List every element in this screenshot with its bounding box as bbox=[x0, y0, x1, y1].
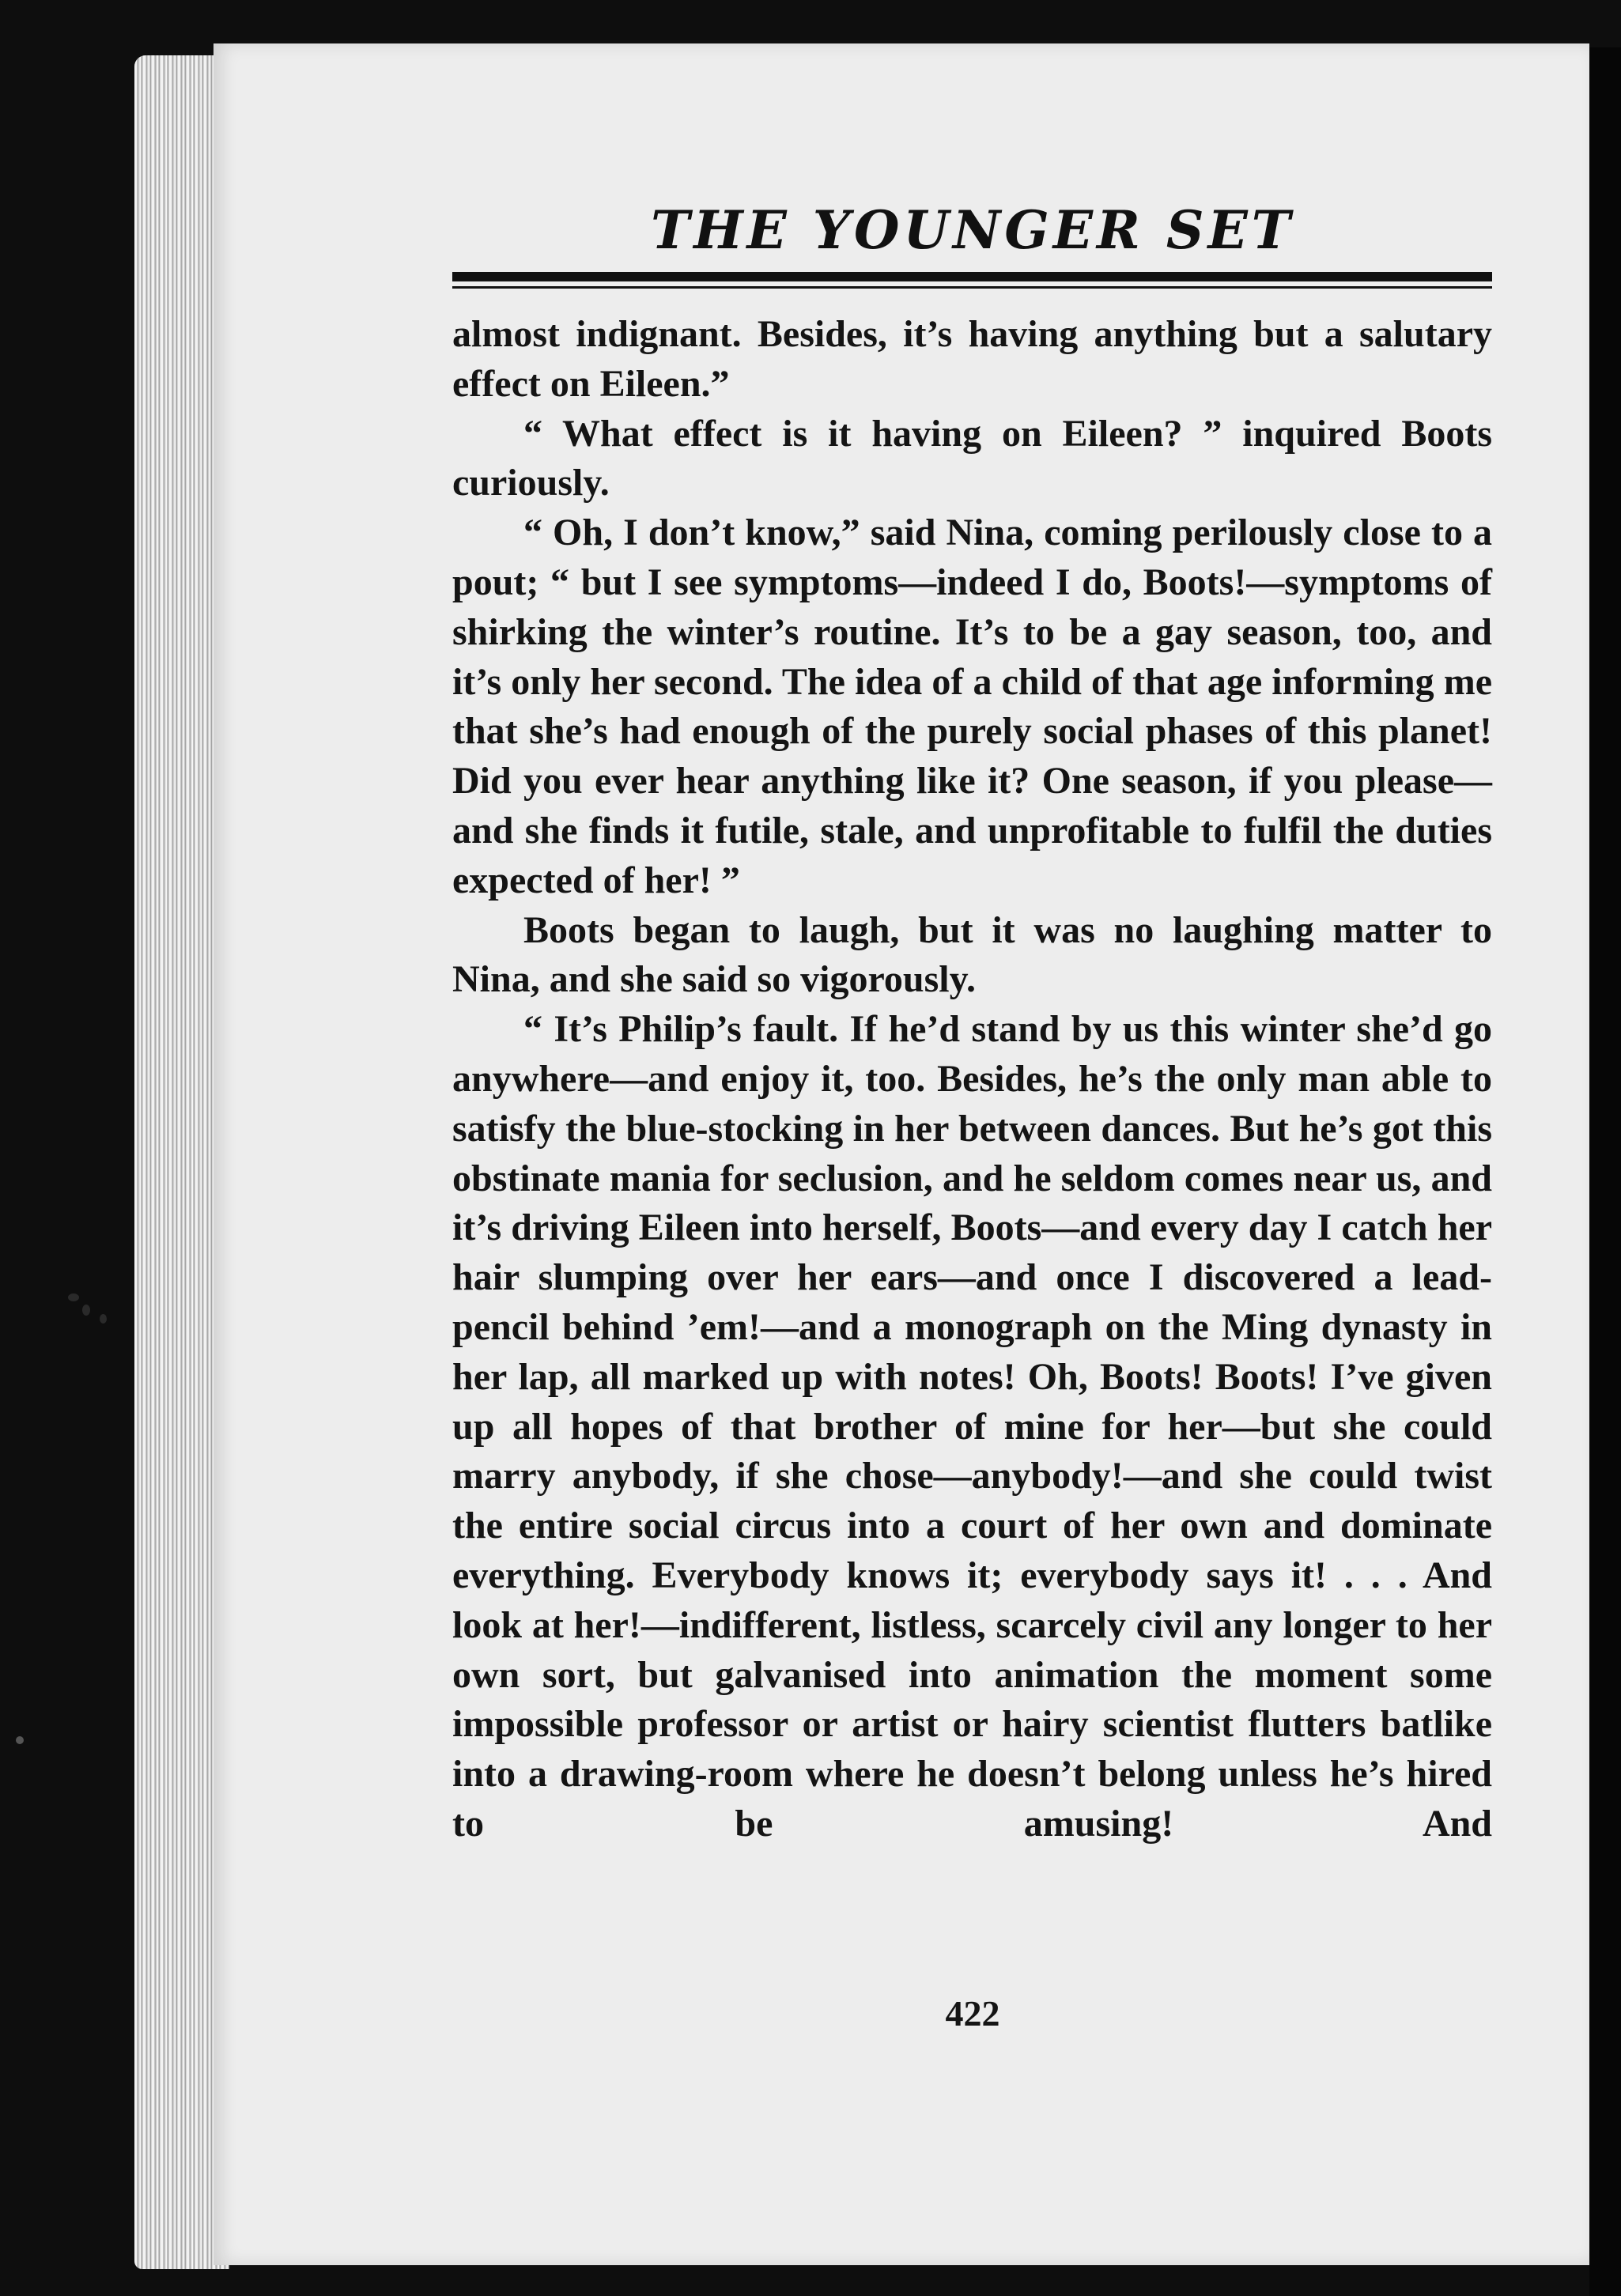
paragraph: Boots began to laugh, but it was no laughing matter to Nina, and she said so vigorously. bbox=[452, 908, 1492, 1001]
dust-speck bbox=[100, 1314, 107, 1324]
paragraph: “ What effect is it having on Eileen? ” inquired Boots curiously. bbox=[452, 412, 1492, 504]
paragraph: “ Oh, I don’t know,” said Nina, coming perilously close to a pout; “ but I see symptoms—indeed I do, Boots!—symptoms of shirking the winter’s routine. It’s to be a gay season, too, and it’s only her second. The idea of a child of that age informing me that she’s had enough of the purely social phases of this planet! Did you ever hear anything like it? One season, if you please—and she finds it futile, stale, and unprofitable to fulfil the duties expected of her! ” bbox=[452, 512, 1492, 901]
header-rule-thick bbox=[452, 272, 1492, 281]
paragraph: almost indignant. Besides, it’s having anything but a salutary effect on Eileen.” bbox=[452, 313, 1492, 405]
running-title: THE YOUNGER SET bbox=[651, 199, 1294, 261]
dust-speck bbox=[82, 1305, 90, 1316]
gutter-shadow bbox=[1589, 47, 1621, 2296]
dust-speck bbox=[68, 1293, 79, 1301]
body-text bbox=[452, 310, 1492, 1849]
header-rule-thin bbox=[452, 286, 1492, 289]
page-number: 422 bbox=[945, 1993, 1000, 2034]
paragraph: “ It’s Philip’s fault. If he’d stand by us this winter she’d go anywhere—and enjoy it, too. Besides, he’s the only man able to satisfy the blue-stocking in her between dances. But he’s got this obstinate mania for seclusion, and he seldom comes near us, and it’s driving Eileen into herself, Boots—and every day I catch her hair slumping over her ears—and once I discovered a lead-pencil behind ’em!—and a monograph on the Ming dynasty in her lap, all marked up with notes! Oh, Boots! Boots! I’ve given up all hopes of that brother of mine for her—but she could marry anybody, if she chose—anybody!—and she could twist the entire social circus into a court of her own and dominate everything. Everybody knows it; everybody says it! . . . And look at her!—indifferent, listless, scarcely civil any longer to her own sort, but galvanised into animation the moment some impossible professor or artist or hairy scientist flutters batlike into a drawing-room where he doesn’t belong unless he’s hired to be amusing! And bbox=[452, 1008, 1492, 1845]
dust-speck bbox=[16, 1736, 24, 1744]
